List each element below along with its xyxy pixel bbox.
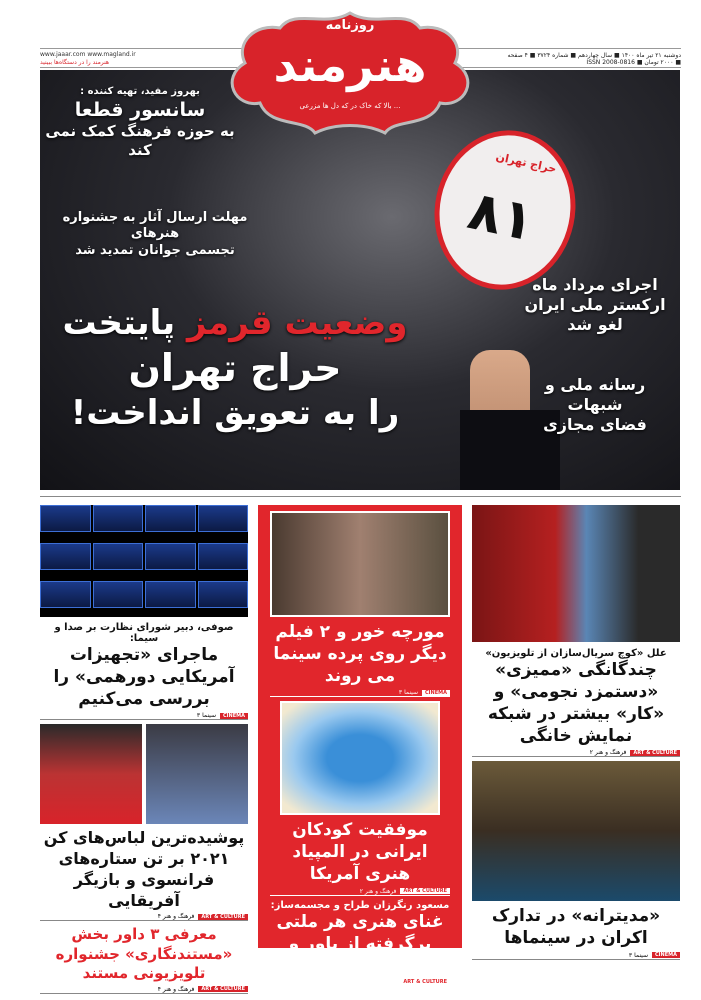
cannes-photos	[40, 724, 248, 824]
headline: را به تعویق انداخت!	[70, 393, 400, 433]
headline: فضای مجازی	[543, 415, 647, 434]
tv-show-photo-grid	[40, 505, 248, 617]
mediterranean-film-photo	[472, 761, 680, 901]
headline: رسانه ملی و شبهات	[544, 375, 646, 414]
headline: «مدیترانه» در تدارک اکران در سینماها	[491, 906, 661, 949]
headline: ارکستر ملی ایران	[524, 295, 666, 314]
paddle-label: حراج تهران	[494, 150, 558, 176]
section-tag: CINEMA	[220, 713, 248, 719]
film-stills-photo	[270, 511, 450, 617]
right-column	[472, 505, 680, 964]
divider	[40, 496, 681, 497]
headline: معرفی ۳ داور بخش «مستندنگاری» جشنواره تلویزیونی مستند	[55, 925, 233, 983]
kicker: مسعود رنگرزان طراح و مجسمه‌ساز:	[270, 899, 450, 911]
kicker: صوفی، دبیر شورای نظارت بر صدا و سیما:	[54, 622, 234, 644]
headline: مورچه خور و ۲ فیلم دیگر روی پرده سینما می روند	[273, 622, 447, 687]
story-festival-deadline[interactable]	[40, 210, 270, 259]
masthead-logo[interactable]	[215, 8, 485, 138]
section-page: سینما ۳	[196, 712, 217, 720]
headline: ماجرای «تجهیزات آمریکایی دورهمی» را بررسی می‌کنیم	[53, 645, 235, 710]
section-page: فرهنگ و هنر ۲	[359, 978, 397, 986]
headline: سانسور قطعا	[74, 98, 206, 121]
headline: موفقیت کودکان ایرانی در المپیاد هنری آمریکا	[292, 820, 428, 885]
left-column	[40, 505, 248, 998]
story-national-media[interactable]	[520, 375, 670, 435]
section-page: فرهنگ و هنر ۲	[359, 887, 397, 895]
section-tag: ART & CULTURE	[400, 979, 450, 985]
article[interactable]	[270, 621, 450, 697]
section-tag: ART & CULTURE	[198, 986, 248, 992]
section-page: فرهنگ و هنر ۴	[157, 985, 195, 993]
story-orchestra[interactable]	[520, 275, 670, 335]
section-tag: ART & CULTURE	[400, 888, 450, 894]
section-page: فرهنگ و هنر ۴	[157, 913, 195, 921]
masthead-prefix: روزنامه	[325, 18, 375, 33]
headline: پوشیده‌ترین لباس‌های کن ۲۰۲۱ بر تن ستاره‌های فرانسوی و بازیگر آفریقایی	[43, 828, 245, 910]
website-links[interactable]: www.jaaar.com www.magland.ir	[40, 51, 136, 58]
masthead-slogan: ... بالا که خاک در که دل ها مزرعی	[299, 102, 401, 110]
date-line: دوشنبه ۲۱ تیر ماه ۱۴۰۰ ■ سال چهاردهم ■ شماره ۳۷۲۴ ■ ۴ صفحه ■ ۲۰۰۰ تومان ■ ISSN 2008-0816	[507, 52, 681, 66]
headline: چندگانگی «ممیزی» «دستمزد نجومی» و «کار» بیشتر در شبکه نمایش خانگی	[487, 660, 665, 747]
section-page: سینما ۳	[628, 951, 649, 959]
section-tag: CINEMA	[652, 952, 680, 958]
headline: مهلت ارسال آثار به جشنواره هنرهای	[62, 210, 248, 242]
article[interactable]	[472, 905, 680, 959]
children-painting	[280, 701, 440, 815]
headline: تجسمی جوانان تمدید شد	[75, 242, 235, 258]
headline-red: وضعیت قرمز	[187, 303, 408, 343]
headline: غنای هنری هر ملتی برگرفته از باور و آیین های آن است	[276, 911, 444, 976]
article[interactable]	[472, 648, 680, 757]
section-tag: CINEMA	[422, 690, 450, 696]
section-tag: ART & CULTURE	[630, 750, 680, 756]
section-page: فرهنگ و هنر ۲	[589, 749, 627, 757]
kicker: بهروز مفید، تهیه کننده :	[80, 86, 200, 97]
story-censorship[interactable]	[45, 86, 235, 160]
article[interactable]	[40, 622, 248, 720]
headline: حراج تهران	[128, 345, 342, 390]
article[interactable]	[40, 925, 248, 994]
article[interactable]	[270, 900, 450, 987]
masthead-name: هنرمند	[273, 38, 427, 92]
headline: اجرای مرداد ماه	[532, 275, 658, 294]
section-tag: ART & CULTURE	[198, 914, 248, 920]
actors-photo	[472, 505, 680, 642]
promo-line: هنرمند را در دستگاه‌ها ببینید	[40, 59, 110, 66]
headline: لغو شد	[567, 315, 623, 334]
headline: به حوزه فرهنگ کمک نمی کند	[45, 122, 235, 159]
main-story[interactable]	[50, 302, 420, 435]
article[interactable]	[40, 828, 248, 921]
paddle-number: ۸۱	[462, 178, 541, 254]
middle-column	[258, 505, 462, 986]
headline: پایتخت	[62, 303, 176, 343]
section-page: سینما ۳	[398, 689, 419, 697]
kicker: علل «کوچ سریال‌سازان از تلویزیون»	[485, 648, 667, 659]
article[interactable]	[270, 819, 450, 895]
